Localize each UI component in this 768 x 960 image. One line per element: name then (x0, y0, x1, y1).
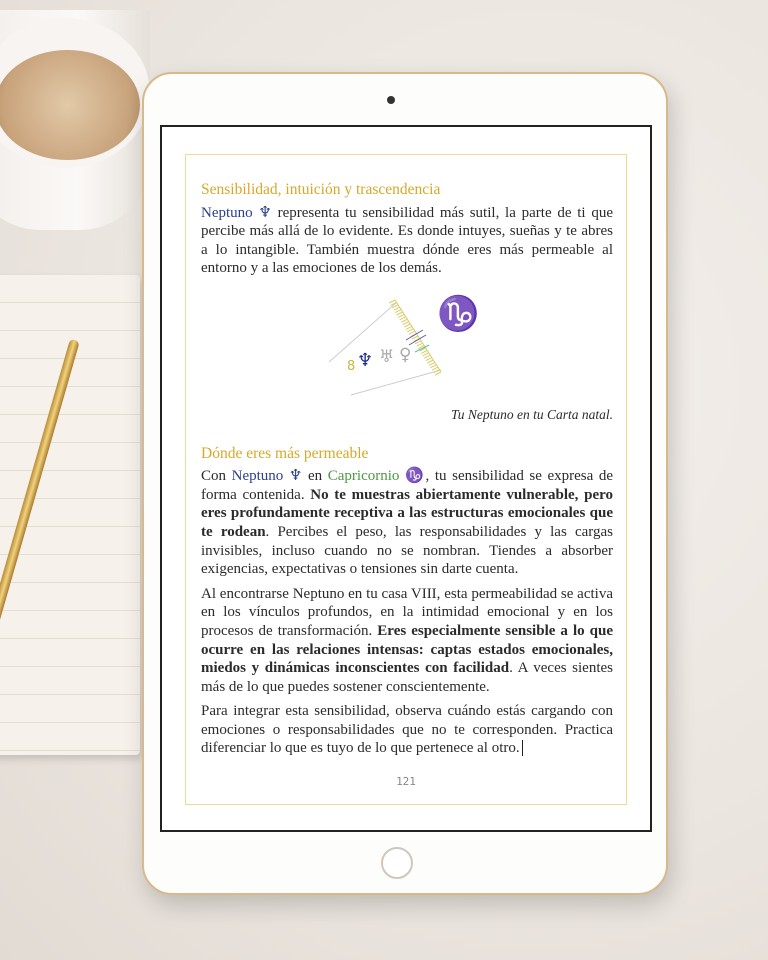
page-number: 121 (396, 775, 416, 788)
degree-tick (432, 367, 438, 370)
degree-ticks (389, 300, 441, 375)
chart-figure (201, 290, 613, 400)
chart-line (351, 370, 441, 395)
planet-name: Neptuno (201, 204, 253, 221)
degree-tick (403, 322, 409, 325)
planet-name: Neptuno (231, 468, 284, 485)
book-page (185, 154, 627, 805)
degree-tick (395, 310, 401, 313)
venus-icon: ♀ (399, 344, 412, 365)
neptune-icon: ♆ (288, 468, 303, 485)
neptune-icon: ♆ (357, 349, 374, 371)
camera-icon (387, 96, 395, 104)
degree-tick (424, 355, 430, 358)
degree-tick (417, 343, 423, 346)
bold-text: No te muestras abiertamente vulnerable, pero eres profundamente receptiva a las estructuras emocionales que te rodean (201, 486, 614, 540)
text: Con (201, 468, 227, 485)
paragraph (201, 467, 613, 579)
sign-name: Capricornio (327, 468, 400, 485)
capricorn-sign-icon: ♑ (437, 295, 480, 333)
coffee (0, 50, 140, 160)
text-cursor (522, 740, 523, 756)
degree-tick (435, 372, 441, 375)
degree-tick (406, 326, 412, 329)
degree-tick (401, 319, 407, 322)
degree-tick (397, 312, 403, 315)
neptune-icon: ♆ (258, 204, 272, 221)
capricorn-icon: ♑ (405, 468, 426, 485)
degree-tick (398, 314, 404, 317)
text: en (307, 468, 323, 485)
figure-caption: Tu Neptuno en tu Carta natal. (450, 406, 613, 422)
house-number: 8 (347, 358, 356, 374)
text: . A veces sientes más de lo que puedes sostener conscientemente. (201, 660, 613, 695)
degree-tick (409, 331, 415, 334)
home-button[interactable] (381, 847, 413, 879)
tablet (142, 72, 668, 895)
text: Al encontrarse Neptuno en tu casa VIII, esta permeabilidad se activa en los vínculos profundos, en la intimidad emocional y en los procesos de transformación. (201, 585, 613, 639)
bold-text: Eres especialmente sensible a lo que ocurre en las relaciones intensas: captas estados emocionales, miedos y dinámicas inconscientes con facilidad (201, 622, 613, 677)
paragraph (201, 204, 613, 278)
page-content (201, 181, 613, 764)
degree-tick (421, 350, 427, 353)
text: , tu sensibilidad se expresa de forma contenida. (201, 468, 614, 503)
screen (160, 125, 652, 832)
paragraph-text: representa tu sensibilidad más sutil, la parte de ti que percibe más allá de lo evidente. Es donde intuyes, sueñas y te abres a lo intangible. También muestra dónde eres más permeable al entorno y a las emociones de los demás. (201, 204, 613, 277)
degree-tick (404, 324, 410, 327)
degree-tick (430, 365, 436, 368)
section-heading: Dónde eres más permeable (201, 444, 369, 462)
degree-tick (426, 358, 432, 361)
paragraph (201, 702, 613, 758)
paragraph (201, 585, 613, 697)
text: . Percibes el peso, las responsabilidades y las cargas invisibles, incluso cuando no se nombran. Tiendes a absorber exigencias, expectativas o tensiones sin darte cuenta. (201, 523, 613, 578)
degree-tick (394, 307, 400, 310)
degree-tick (427, 360, 433, 363)
degree-tick (423, 353, 429, 356)
text: Para integrar esta sensibilidad, observa cuándo estás cargando con emociones o responsabilidades que no te corresponden. Practica diferenciar lo que es tuyo de lo que pertenece al otro. (201, 703, 613, 757)
degree-tick (389, 300, 395, 303)
uranus-icon: ♅ (379, 346, 395, 367)
degree-tick (407, 329, 413, 332)
section-heading: Sensibilidad, intuición y trascendencia (201, 181, 441, 198)
degree-tick (429, 362, 435, 365)
degree-tick (400, 317, 406, 320)
